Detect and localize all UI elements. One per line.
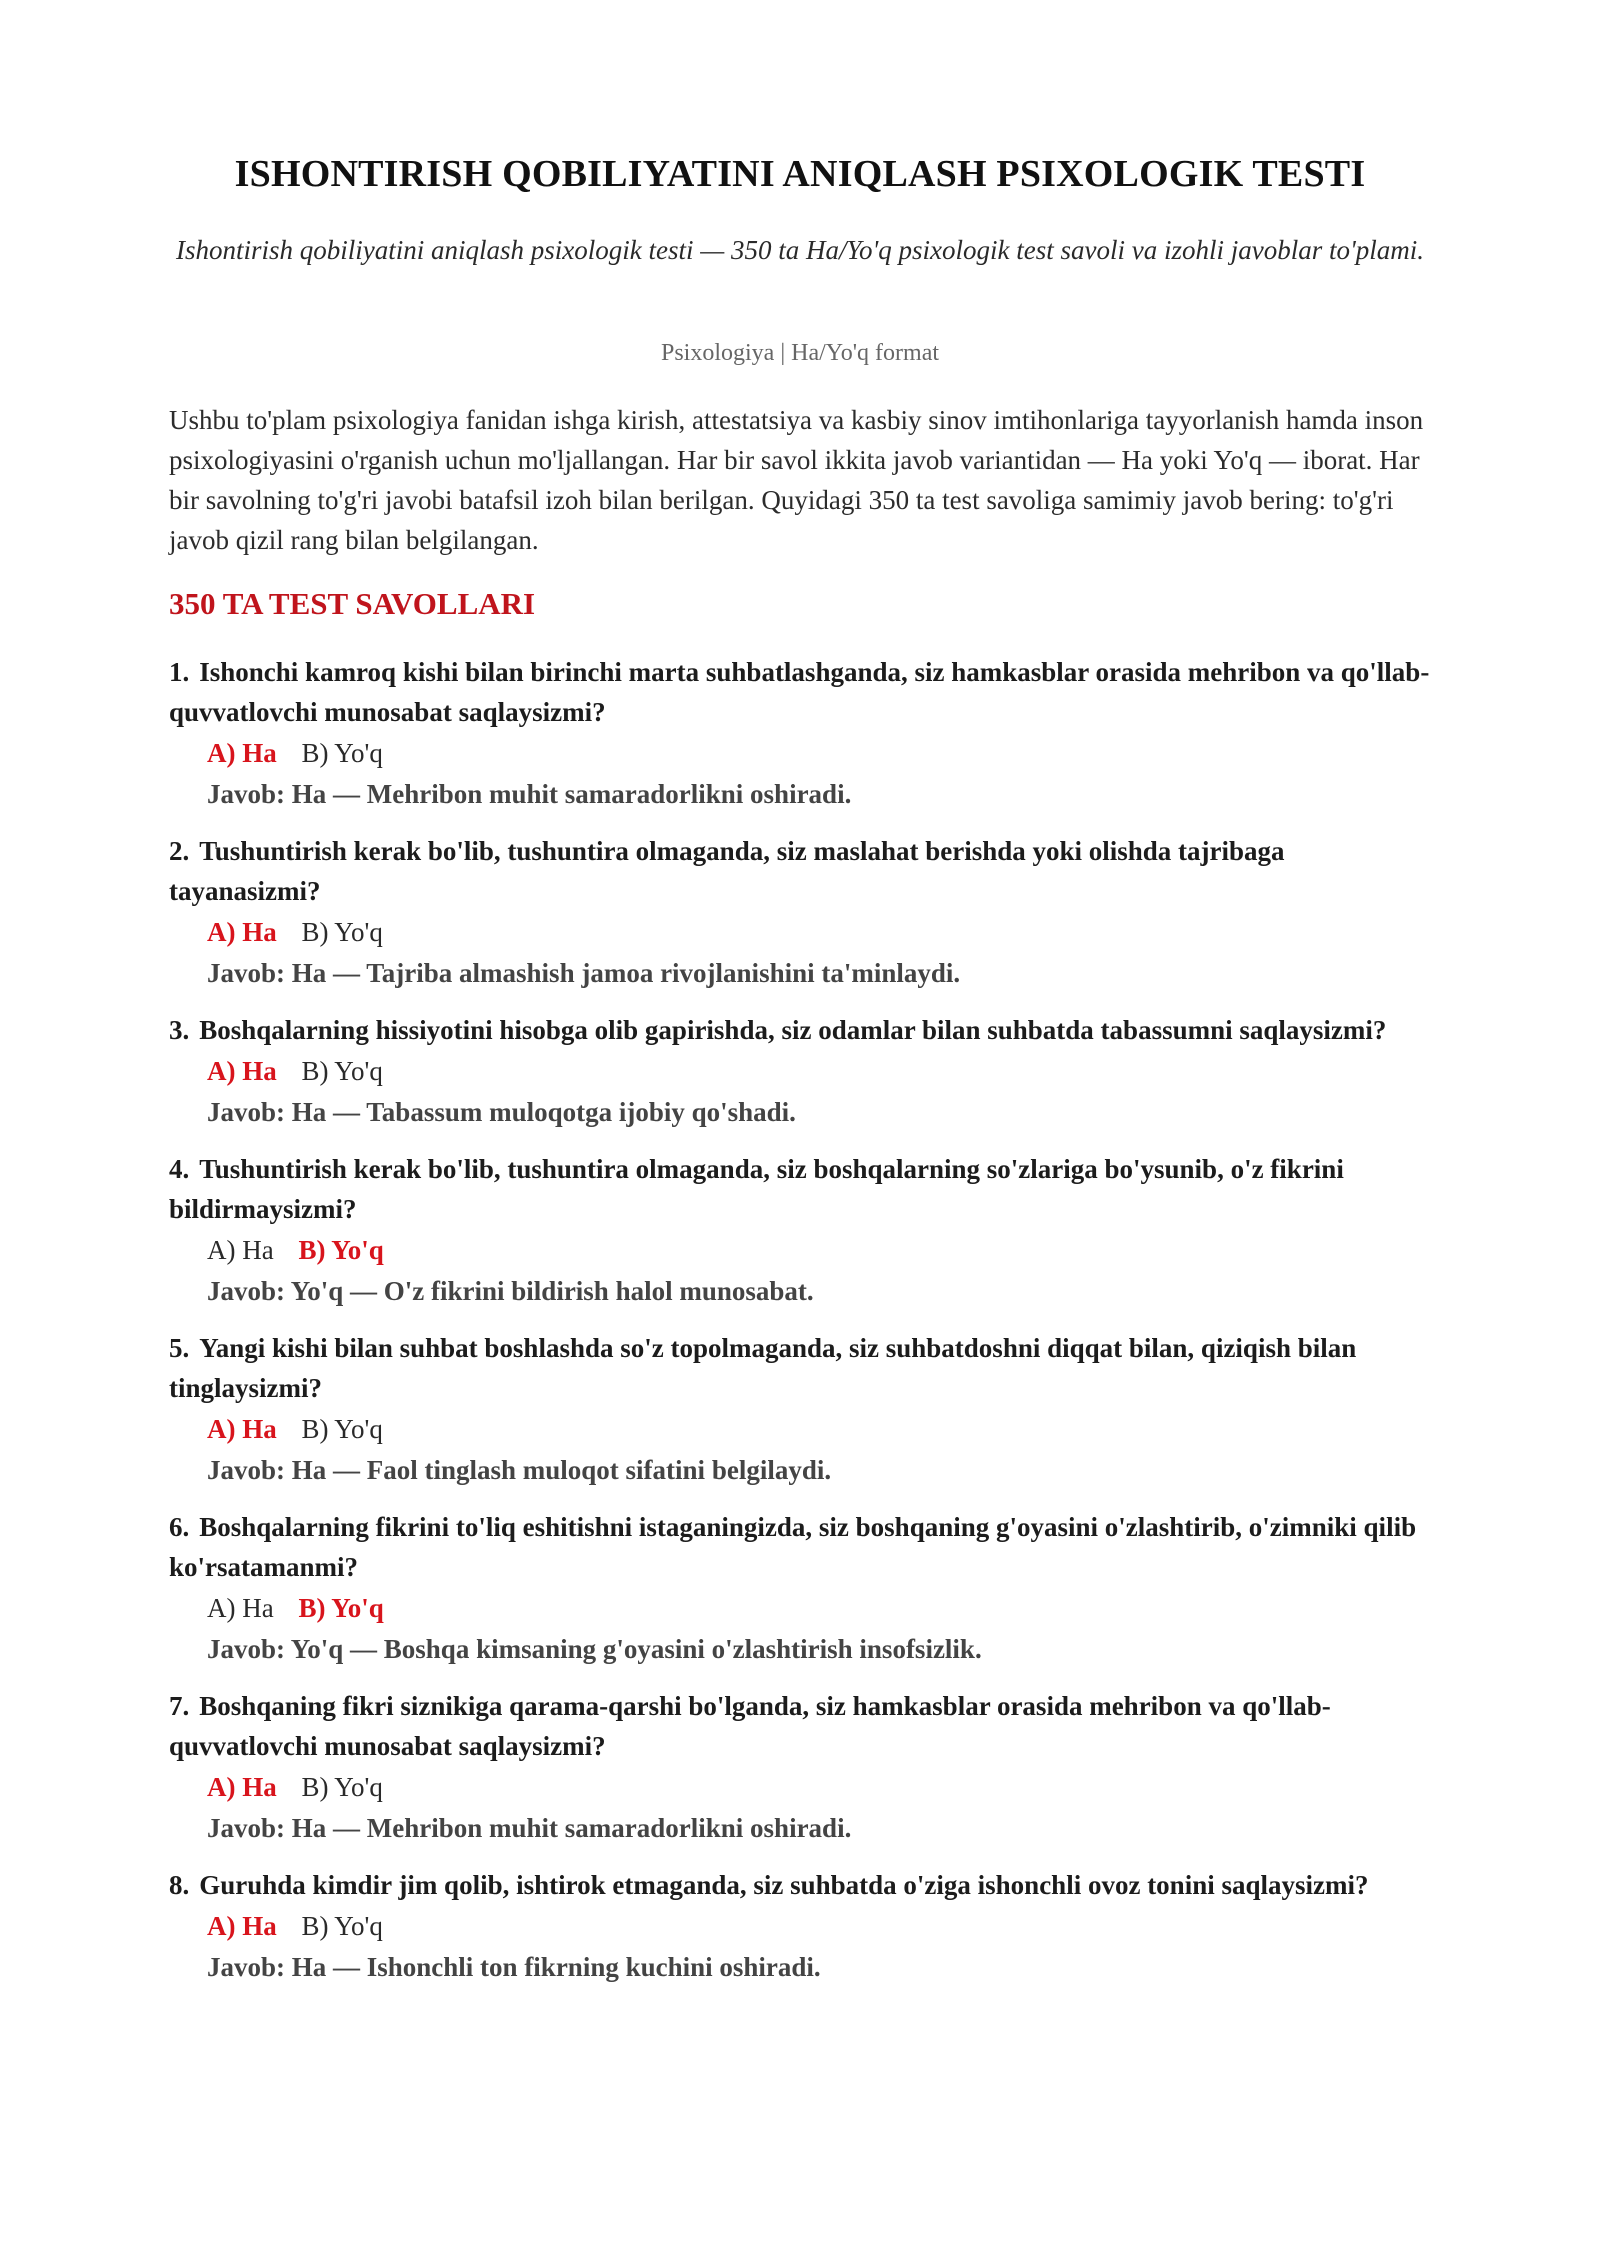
question-number: 1. — [169, 657, 190, 687]
answer-explanation: Javob: Ha — Tajriba almashish jamoa rivojlanishini ta'minlaydi. — [207, 958, 961, 988]
section-heading: 350 TA TEST SAVOLLARI — [169, 586, 536, 621]
option-a[interactable]: A) Ha — [207, 738, 277, 768]
document-intro: Ushbu to'plam psixologiya fanidan ishga kirish, attestatsiya va kasbiy sinov imtihonlariga tayyorlanish hamda inson psixologiyasini o'rganish uchun mo'ljallangan. Har bir savol ikkita javob variantidan — Ha yoki Yo'q — iborat. Har bir savolning to'g'ri javobi batafsil izoh bilan berilgan. Quyidagi 350 ta test savoliga samimiy javob bering: to'g'ri javob qizil rang bilan belgilangan. — [169, 405, 1424, 555]
option-b[interactable]: B) Yo'q — [301, 738, 383, 768]
option-b[interactable]: B) Yo'q — [298, 1235, 384, 1265]
question-number: 7. — [169, 1691, 190, 1721]
question-item — [169, 1328, 1431, 1490]
question-text — [169, 1149, 1431, 1229]
answer-explanation: Javob: Ha — Mehribon muhit samaradorlikni oshiradi. — [207, 779, 852, 809]
answer-explanation: Javob: Ha — Mehribon muhit samaradorlikni oshiradi. — [207, 1813, 852, 1843]
option-a[interactable]: A) Ha — [207, 1772, 277, 1802]
option-b[interactable]: B) Yo'q — [298, 1593, 384, 1623]
question-text — [169, 831, 1431, 911]
question-body: Boshqalarning hissiyotini hisobga olib gapirishda, siz odamlar bilan suhbatda tabassumni saqlaysizmi? — [199, 1015, 1387, 1045]
question-item — [169, 652, 1431, 814]
question-item — [169, 1010, 1431, 1132]
document-meta: Psixologiya | Ha/Yo'q format — [660, 340, 940, 366]
option-a[interactable]: A) Ha — [207, 1056, 277, 1086]
option-b[interactable]: B) Yo'q — [301, 917, 383, 947]
question-number: 5. — [169, 1333, 190, 1363]
answer-options — [207, 1408, 1431, 1450]
answer-options — [207, 1587, 1431, 1629]
answer-options — [207, 1229, 1431, 1271]
question-text — [169, 1686, 1431, 1766]
question-body: Ishonchi kamroq kishi bilan birinchi marta suhbatlashganda, siz hamkasblar orasida mehribon va qo'llab-quvvatlovchi munosabat saqlaysizmi? — [169, 657, 1430, 727]
question-number: 2. — [169, 836, 190, 866]
question-item — [169, 1865, 1431, 1987]
question-text — [169, 652, 1431, 732]
question-list — [169, 652, 1431, 2004]
answer-explanation: Javob: Yo'q — O'z fikrini bildirish halol munosabat. — [207, 1276, 814, 1306]
answer-explanation: Javob: Yo'q — Boshqa kimsaning g'oyasini o'zlashtirish insofsizlik. — [207, 1634, 982, 1664]
question-body: Boshqalarning fikrini to'liq eshitishni istaganingizda, siz boshqaning g'oyasini o'zlashtirib, o'zimniki qilib ko'rsatamanmi? — [169, 1512, 1417, 1582]
option-b[interactable]: B) Yo'q — [301, 1772, 383, 1802]
question-number: 8. — [169, 1870, 190, 1900]
question-item — [169, 1507, 1431, 1669]
question-text — [169, 1507, 1431, 1587]
option-b[interactable]: B) Yo'q — [301, 1414, 383, 1444]
option-a[interactable]: A) Ha — [207, 917, 277, 947]
question-text — [169, 1010, 1431, 1050]
answer-options — [207, 911, 1431, 953]
question-number: 6. — [169, 1512, 190, 1542]
answer-explanation: Javob: Ha — Tabassum muloqotga ijobiy qo'shadi. — [207, 1097, 796, 1127]
option-b[interactable]: B) Yo'q — [301, 1911, 383, 1941]
question-text — [169, 1328, 1431, 1408]
option-a[interactable]: A) Ha — [207, 1414, 277, 1444]
question-text — [169, 1865, 1431, 1905]
question-item — [169, 1149, 1431, 1311]
answer-explanation: Javob: Ha — Faol tinglash muloqot sifatini belgilaydi. — [207, 1455, 832, 1485]
answer-options — [207, 1766, 1431, 1808]
question-body: Yangi kishi bilan suhbat boshlashda so'z topolmaganda, siz suhbatdoshni diqqat bilan, qiziqish bilan tinglaysizmi? — [169, 1333, 1357, 1403]
option-a[interactable]: A) Ha — [207, 1235, 274, 1265]
answer-options — [207, 1050, 1431, 1092]
option-a[interactable]: A) Ha — [207, 1593, 274, 1623]
question-body: Tushuntirish kerak bo'lib, tushuntira olmaganda, siz boshqalarning so'zlariga bo'ysunib, o'z fikrini bildirmaysizmi? — [169, 1154, 1344, 1224]
document-title: ISHONTIRISH QOBILIYATINI ANIQLASH PSIXOLOGIK TESTI — [234, 153, 1366, 195]
question-item — [169, 831, 1431, 993]
document-subtitle: Ishontirish qobiliyatini aniqlash psixologik testi — 350 ta Ha/Yo'q psixologik test savoli va izohli javoblar to'plami. — [175, 235, 1425, 265]
answer-explanation: Javob: Ha — Ishonchli ton fikrning kuchini oshiradi. — [207, 1952, 821, 1982]
answer-options — [207, 732, 1431, 774]
question-body: Tushuntirish kerak bo'lib, tushuntira olmaganda, siz maslahat berishda yoki olishda tajribaga tayanasizmi? — [169, 836, 1285, 906]
question-number: 4. — [169, 1154, 190, 1184]
question-item — [169, 1686, 1431, 1848]
question-number: 3. — [169, 1015, 190, 1045]
answer-options — [207, 1905, 1431, 1947]
option-b[interactable]: B) Yo'q — [301, 1056, 383, 1086]
question-body: Boshqaning fikri siznikiga qarama-qarshi bo'lganda, siz hamkasblar orasida mehribon va qo'llab-quvvatlovchi munosabat saqlaysizmi? — [169, 1691, 1331, 1761]
option-a[interactable]: A) Ha — [207, 1911, 277, 1941]
question-body: Guruhda kimdir jim qolib, ishtirok etmaganda, siz suhbatda o'ziga ishonchli ovoz tonini saqlaysizmi? — [199, 1870, 1369, 1900]
